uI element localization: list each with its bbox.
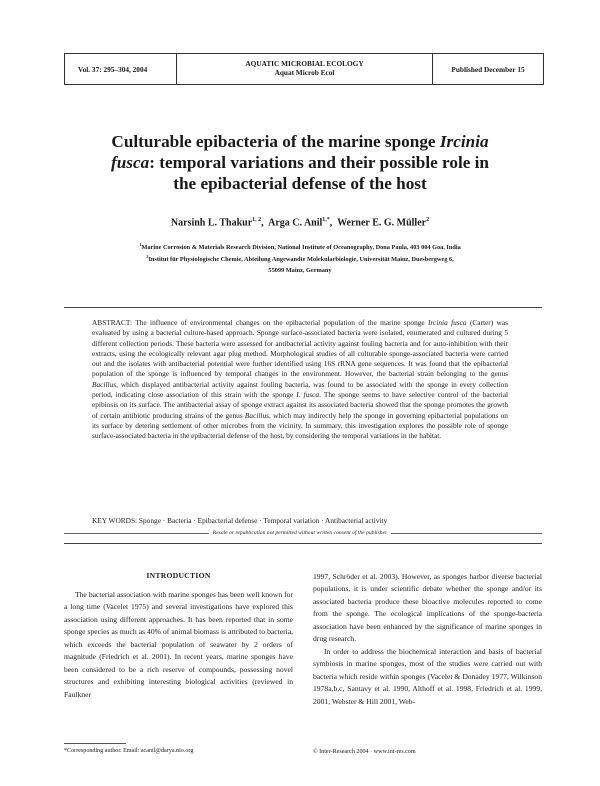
journal-name: AQUATIC MICROBIAL ECOLOGY	[245, 59, 364, 68]
author-list: Narsinh L. Thakur$^{1, 2}$, Arga C. Anil$^{1,*}$, Werner E. G. Müller$^2$	[170, 217, 430, 229]
affiliation-2-num: 2	[146, 254, 149, 259]
title-text-3: the epibacterial defense of the host	[173, 174, 427, 193]
article-title	[40, 131, 560, 194]
section-heading-introduction: INTRODUCTION	[146, 571, 211, 580]
abstract-genus-2: Bacillus	[244, 410, 269, 420]
author-1: Narsinh L. Thakur	[170, 217, 253, 229]
intro-paragraph-1: The bacterial association with marine sponges has been well known for a long time (Vacelet 1975) and several investigations have explored this association using different approaches. It has been reported that in some sponge species as much as 40% of animal biomass is attributed to bacteria, which exceeds the bacterial population of seawater by 2 orders of magnitude (Friedrich et al. 2001). In recent years, marine sponges have been considered to be a rich reserve of compounds, possessing novel structures and exhibiting interesting biological activities (reviewed in Faulkner	[64, 590, 293, 699]
abstract-species: Ircinia fusca	[428, 318, 467, 327]
affiliation-2	[68, 252, 532, 276]
resale-notice-text: Resale or republication not permitted without written consent of the publisher	[209, 530, 391, 536]
abstract-text-5: , which may indirectly help the sponge in governing epibacterial populations on its surface by detering settlement of other microbes from the vicinity. In summary, this investigation explores the possible role of sponge surface-associated bacteria in the epibacterial defense of the host, by considering the temporal variations in the habitat.	[92, 410, 508, 441]
volume-info: Vol. 37: 295–304, 2004	[78, 65, 148, 74]
author-2: Arga C. Anil	[268, 217, 323, 229]
abstract-genus-1: Bacillus	[92, 379, 117, 389]
keywords: KEY WORDS: Sponge · Bacteria · Epibacterial defense · Temporal variation · Antibacterial activity	[92, 516, 388, 525]
abstract-text-3: , which displayed antibacterial activity against fouling bacteria, was found to be associated with the sponge in every collection period, indicating close association of this strain with the sponge	[92, 379, 508, 400]
title-text-1: Culturable epibacteria of the marine sponge	[111, 132, 440, 151]
copyright: © Inter-Research 2004 · www.int-res.com	[313, 749, 416, 755]
title-text-2: : temporal variations and their possible role in	[149, 153, 489, 172]
intro-paragraph-2: In order to address the biochemical interaction and basis of bacterial symbiosis in marine sponges, most of the studies were carried out with bacteria which reside within sponges (Vacelet & Donadey 1977, Wilkinson 1978a,b,c, Santavy et al. 1990, Althoff et al. 1998, Friedrich et al. 1999, 2001, Webster & Hill 2001, Web-	[313, 646, 542, 706]
corresponding-author: *Corresponding author. Email: acanil@darya.nio.org	[64, 748, 194, 754]
journal-abbrev: Aquat Microb Ecol	[274, 68, 335, 77]
author-1-affil: 1, 2	[252, 217, 262, 223]
affiliation-2-text-b: 55099 Mainz, Germany	[268, 266, 332, 274]
footnote-rule	[64, 743, 126, 744]
affiliation-1-text: Marine Corrosion & Materials Research Division, National Institute of Oceanography, Dona Paula, 403 004 Goa, India	[141, 244, 461, 252]
resale-notice	[92, 530, 508, 536]
intro-paragraph-1-cont: 1997, Schröder et al. 2003). However, as sponges harbor diverse bacterial populations, it is under scientific debate whether the sponge and/or its associated bacteria produce these bioactive molecules reported to come from the sponge. The ecological implications of the sponge-bacteria association have been enhanced by the significance of marine sponges in drug research.	[313, 572, 542, 644]
author-3: Werner E. G. Müller	[337, 217, 427, 229]
author-2-affil: 1,*	[322, 217, 330, 223]
abstract-text-1: ABSTRACT: The influence of environmental changes on the epibacterial population of the marine sponge	[92, 318, 429, 327]
author-3-affil: 2	[426, 217, 430, 223]
publication-date: Published December 15	[451, 65, 525, 74]
right-column	[313, 571, 542, 708]
title-species-epithet: fusca	[111, 153, 150, 172]
abstract-text-2: (Carter) was evaluated by using a bacterial culture-based approach. Sponge surface-associated bacteria were isolated, enumerated and cultured during 5 different collection periods. These bacteria were assessed for antibacterial activity against fouling bacteria and for auto-inhibition with their extracts, using the ecologically relevant agar plug method. Morphological studies of all culturable sponge-associated bacteria were carried out and the isolates with antibacterial potential were further identified using 16S rRNA gene sequences. It was found that the epibacterial population of the sponge is influenced by temporal changes in the environment. However, the bacterial strain belonging to the genus	[92, 318, 508, 379]
abstract-species-short: I. fusca	[296, 390, 320, 400]
journal-header	[64, 53, 544, 85]
abstract-top-rule	[64, 307, 542, 308]
left-column	[64, 589, 293, 701]
abstract	[92, 318, 508, 442]
abstract-text-4: . The sponge seems to have selective control of the bacterial epibiosis on its surface. The antibacterial assay of sponge extract against its associated bacteria showed that the sponge promotes the growth of certain antibiotic producing strains of the genus	[92, 390, 509, 420]
title-species-genus: Ircinia	[439, 132, 489, 151]
affiliation-1-num: 1	[139, 242, 142, 247]
abstract-bottom-rule	[64, 543, 542, 544]
affiliation-2-text-a: Institut für Physiologische Chemie, Abteilung Angewandte Molekularbiologie, Universität Mainz, Duesbergweg 6,	[148, 256, 454, 264]
